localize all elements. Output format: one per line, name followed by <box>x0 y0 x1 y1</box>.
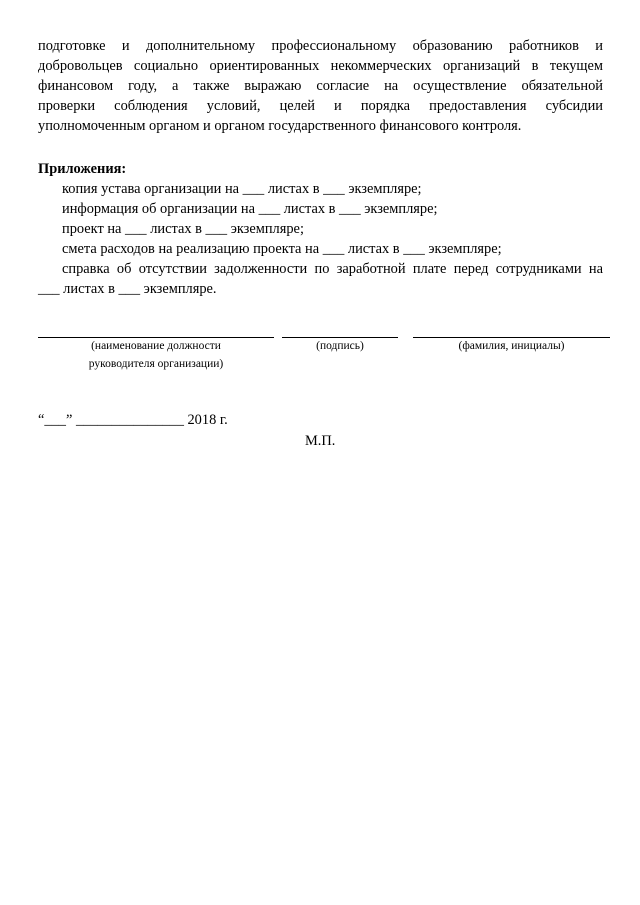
attachment-item: смета расходов на реализацию проекта на ___ листах в ___ экземпляре; <box>62 241 502 257</box>
attachment-item: копия устава организации на ___ листах в ___ экземпляре; <box>62 181 422 197</box>
attachments-list <box>38 179 603 299</box>
attachments-heading: Приложения: <box>38 161 127 177</box>
position-caption <box>38 337 274 373</box>
attachment-item: справка об отсутствии задолженности по заработной плате перед сотрудниками на <box>62 261 603 277</box>
paragraph-line: подготовке и дополнительному профессиональному образованию работников и <box>38 38 603 54</box>
paragraph-line: финансовом году, а также выражаю согласие на осуществление обязательной <box>38 78 603 94</box>
date-field: “___” _______________ 2018 г. <box>38 412 228 428</box>
name-caption: (фамилия, инициалы) <box>458 340 565 352</box>
position-caption-line: (наименование должности <box>91 340 221 352</box>
attachment-item: проект на ___ листах в ___ экземпляре; <box>62 221 304 237</box>
paragraph-line: проверки соблюдения условий, целей и порядка предоставления субсидии <box>38 98 603 114</box>
position-caption-line: руководителя организации) <box>88 358 224 370</box>
attachment-item-continuation: ___ листах в ___ экземпляре. <box>38 281 217 297</box>
signature-caption: (подпись) <box>316 340 364 352</box>
paragraph-line: уполномоченным органом и органом государственного финансового контроля. <box>38 118 522 134</box>
body-paragraph <box>38 36 603 136</box>
stamp-placeholder: М.П. <box>305 433 336 449</box>
paragraph-line: добровольцев социально ориентированных некоммерческих организаций в текущем <box>38 58 603 74</box>
attachment-item: информация об организации на ___ листах в ___ экземпляре; <box>62 201 438 217</box>
